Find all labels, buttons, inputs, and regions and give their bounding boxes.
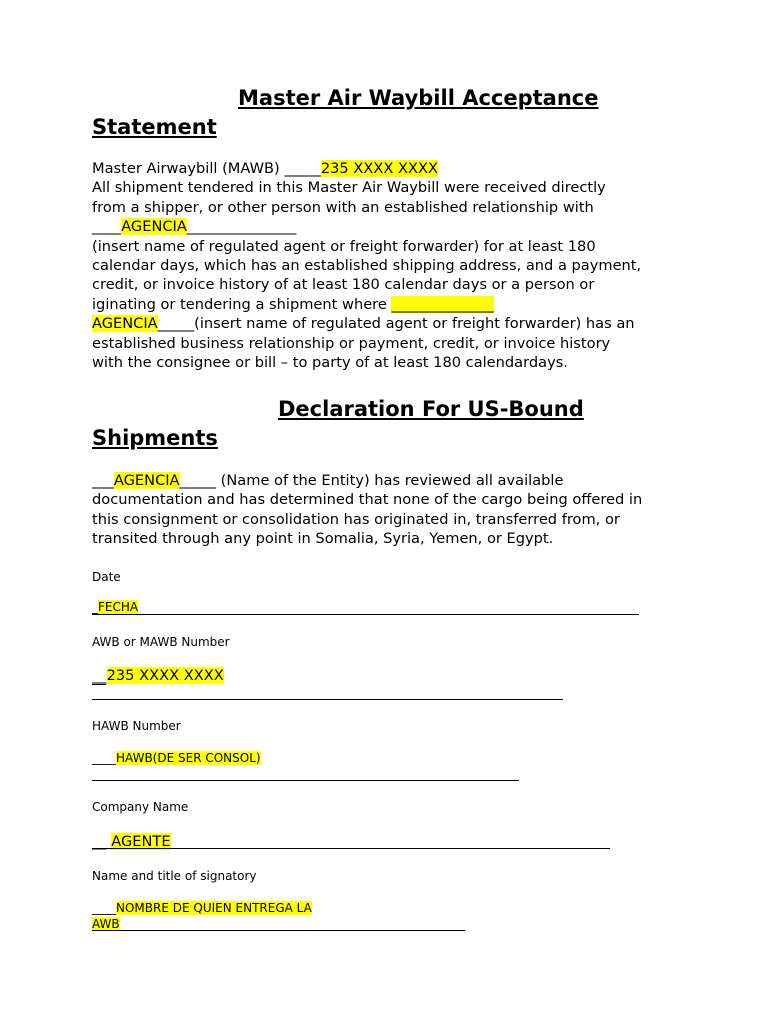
agency-value: AGENCIA	[121, 218, 187, 236]
agency-value: AGENCIA	[113, 472, 180, 489]
mawb-label: Master Airwaybill (MAWB) _____	[92, 160, 321, 177]
blank-fill: ___	[92, 472, 114, 489]
agency-line-2	[92, 314, 692, 333]
declaration-paragraph	[92, 471, 692, 549]
hawb-value: HAWB(DE SER CONSOL)	[116, 751, 261, 765]
hawb-label: HAWB Number	[92, 719, 181, 733]
awb-field	[92, 667, 224, 684]
blank-fill: __	[92, 667, 107, 684]
highlighted-blank: ______________	[391, 295, 494, 313]
declaration-title-text-2: Shipments	[92, 426, 218, 450]
mawb-value: 235 XXXX XXXX	[320, 160, 438, 177]
declaration-title-line2	[92, 424, 218, 453]
entity-line	[92, 471, 692, 490]
paragraph-line: (insert name of regulated agent or freight forwarder) for at least 180	[92, 237, 596, 255]
awb-pre-underline	[92, 684, 106, 685]
where-line	[92, 295, 692, 314]
blank-fill: _	[92, 600, 98, 614]
agency-line	[92, 217, 692, 236]
blank-fill: _______________	[186, 218, 297, 236]
awb-value: 235 XXXX XXXX	[106, 667, 224, 684]
declaration-title-line1	[278, 395, 584, 424]
statement-title-line2	[92, 113, 217, 142]
awb-underline	[92, 699, 563, 700]
statement-title-text-2: Statement	[92, 115, 217, 139]
blank-fill: ____	[92, 751, 116, 765]
statement-title-text-1: Master Air Waybill Acceptance	[238, 86, 599, 110]
paragraph-line: with the consignee or bill – to party of at least 180 calendardays.	[92, 353, 568, 371]
company-underline	[92, 848, 610, 849]
signatory-underline	[92, 930, 465, 931]
paragraph-line: established business relationship or payment, credit, or invoice history	[92, 334, 611, 352]
signatory-label: Name and title of signatory	[92, 869, 257, 883]
signatory-field-line2	[92, 917, 120, 931]
date-value: FECHA	[98, 600, 139, 614]
paragraph-line: calendar days, which has an established shipping address, and a payment,	[92, 256, 642, 274]
paragraph-text: iginating or tendering a shipment where	[92, 295, 392, 313]
paragraph-line: credit, or invoice history of at least 180 calendar days or a person or	[92, 276, 595, 294]
date-label: Date	[92, 570, 121, 584]
hawb-underline	[92, 780, 519, 781]
acceptance-paragraph	[92, 159, 692, 372]
blank-fill: ____	[92, 218, 122, 236]
company-value: AGENTE	[111, 833, 171, 850]
paragraph-line: this consignment or consolidation has originated in, transferred from, or	[92, 510, 620, 528]
paragraph-line: documentation and has determined that none of the cargo being offered in	[92, 491, 643, 509]
statement-title-line1	[238, 84, 598, 113]
paragraph-line: transited through any point in Somalia, Syria, Yemen, or Egypt.	[92, 530, 554, 548]
paragraph-line: All shipment tendered in this Master Air Waybill were received directly	[92, 179, 606, 197]
hawb-field	[92, 751, 261, 765]
blank-fill: ____	[92, 901, 116, 915]
date-field	[92, 600, 138, 614]
mawb-line	[92, 159, 692, 178]
company-label: Company Name	[92, 800, 189, 814]
paragraph-text: _____ (Name of the Entity) has reviewed all available	[179, 472, 564, 489]
blank-fill: __	[92, 833, 112, 850]
awb-label: AWB or MAWB Number	[92, 635, 230, 649]
signatory-value-cont: AWB	[92, 917, 120, 931]
paragraph-line: from a shipper, or other person with an established relationship with	[92, 198, 594, 216]
signatory-value: NOMBRE DE QUIEN ENTREGA LA	[116, 901, 312, 915]
agency-value: AGENCIA	[92, 315, 158, 333]
date-underline	[92, 614, 639, 615]
paragraph-text: _____(insert name of regulated agent or freight forwarder) has an	[157, 315, 635, 333]
signatory-field-line1	[92, 901, 312, 915]
declaration-title-text-1: Declaration For US-Bound	[278, 397, 584, 421]
